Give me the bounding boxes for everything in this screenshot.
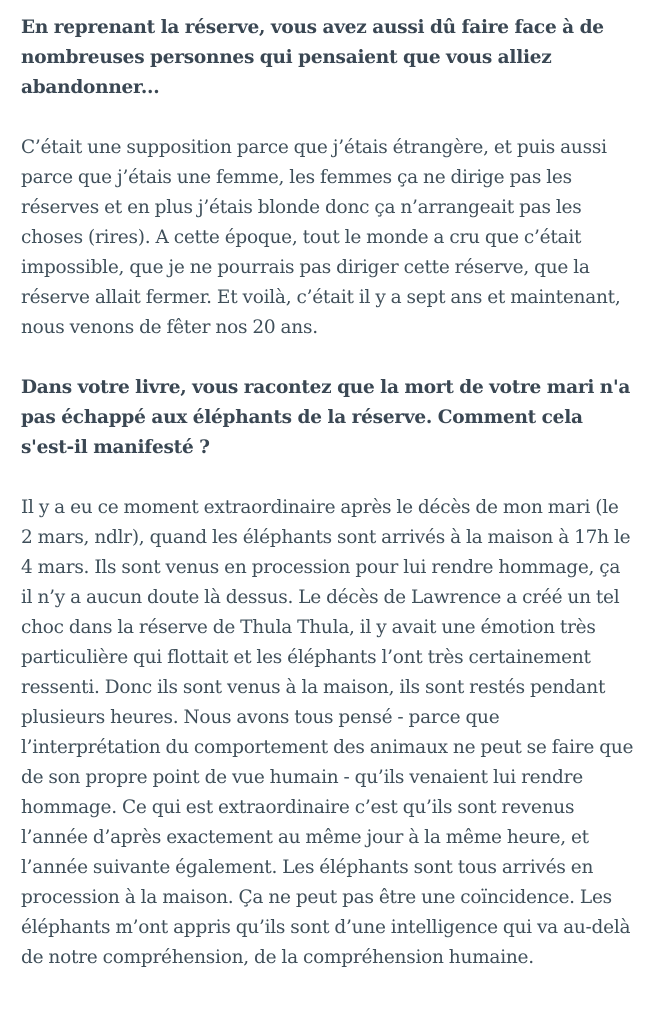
interview-question: Dans votre livre, vous racontez que la mort de votre mari n'a pas échappé aux éléphants de la réserve. Comment cela s'est-il manifesté ?	[21, 377, 631, 458]
interview-question: En reprenant la réserve, vous avez aussi dû faire face à de nombreuses personnes qui pensaient que vous alliez abandonner...	[21, 17, 604, 98]
interview-answer: Il y a eu ce moment extraordinaire après le décès de mon mari (le 2 mars, ndlr), quand les éléphants sont arrivés à la maison à 17h le 4 mars. Ils sont venus en procession pour lui rendre hommage, ça il n’y a aucun doute là dessus. Le décès de Lawrence a créé un tel choc dans la réserve de Thula Thula, il y avait une émotion très particulière qui flottait et les éléphants l’ont très certainement ressenti. Donc ils sont venus à la maison, ils sont restés pendant plusieurs heures. Nous avons tous pensé - parce que l’interprétation du comportement des animaux ne peut se faire que de son propre point de vue humain - qu’ils venaient lui rendre hommage. Ce qui est extraordinaire c’est qu’ils sont revenus l’année d’après exactement au même jour à la même heure, et l’année suivante également. Les éléphants sont tous arrivés en procession à la maison. Ça ne peut pas être une coïncidence. Les éléphants m’ont appris qu’ils sont d’une intelligence qui va au-delà de notre compréhension, de la compréhension humaine.	[21, 497, 634, 968]
interview-answer: C’était une supposition parce que j’étais étrangère, et puis aussi parce que j’étais une femme, les femmes ça ne dirige pas les réserves et en plus j’étais blonde donc ça n’arrangeait pas les choses (rires). A cette époque, tout le monde a cru que c’était impossible, que je ne pourrais pas diriger cette réserve, que la réserve allait fermer. Et voilà, c’était il y a sept ans et maintenant, nous venons de fêter nos 20 ans.	[21, 137, 621, 338]
